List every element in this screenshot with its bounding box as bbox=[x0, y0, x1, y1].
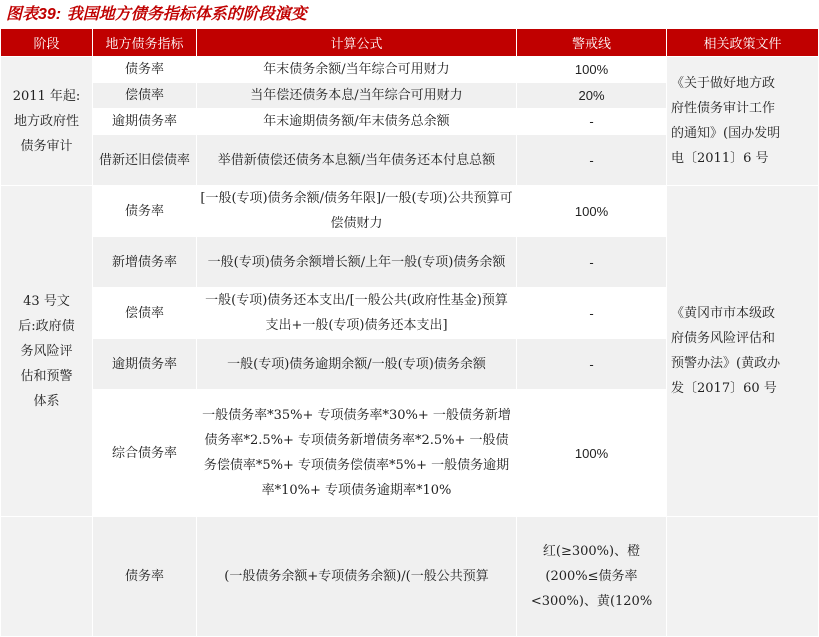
indicator-cell: 新增债务率 bbox=[93, 237, 197, 288]
formula-cell: 一般债务率*35%+ 专项债务率*30%+ 一般债务新增债务率*2.5%+ 专项债务新增债务率*2.5%+ 一般债务偿债率*5%+ 专项债务偿债率*5%+ 一般债务逾期率*10%+ 专项债务逾期率*10% bbox=[197, 390, 517, 517]
formula-cell: 一般(专项)债务逾期余额/一般(专项)债务余额 bbox=[197, 339, 517, 390]
table-header-row bbox=[1, 29, 819, 57]
indicator-cell: 偿债率 bbox=[93, 83, 197, 109]
header-phase: 阶段 bbox=[1, 29, 93, 57]
phase-cell bbox=[1, 517, 93, 637]
formula-cell: 年末债务余额/当年综合可用财力 bbox=[197, 57, 517, 83]
indicator-cell: 综合债务率 bbox=[93, 390, 197, 517]
indicator-cell: 债务率 bbox=[93, 517, 197, 637]
formula-cell: 一般(专项)债务还本支出/[一般公共(政府性基金)预算支出+一般(专项)债务还本支出] bbox=[197, 288, 517, 339]
policy-cell bbox=[667, 517, 819, 637]
indicator-cell: 逾期债务率 bbox=[93, 109, 197, 135]
table-row bbox=[1, 186, 819, 237]
policy-cell bbox=[667, 57, 819, 186]
policy-line: 的通知》(国办发明 bbox=[671, 126, 781, 141]
threshold-cell: - bbox=[517, 109, 667, 135]
policy-cell bbox=[667, 186, 819, 517]
indicator-cell: 借新还旧偿债率 bbox=[93, 135, 197, 186]
figure-label: 图表39: bbox=[6, 6, 62, 23]
threshold-cell: 20% bbox=[517, 83, 667, 109]
header-policy: 相关政策文件 bbox=[667, 29, 819, 57]
policy-line: 府债务风险评估和 bbox=[671, 331, 776, 346]
table-row bbox=[1, 517, 819, 637]
threshold-cell: - bbox=[517, 135, 667, 186]
figure-title bbox=[6, 2, 307, 26]
table-row bbox=[1, 57, 819, 83]
formula-cell: 年末逾期债务额/年末债务总余额 bbox=[197, 109, 517, 135]
formula-cell: [一般(专项)债务余额/债务年限]/一般(专项)公共预算可偿债财力 bbox=[197, 186, 517, 237]
indicator-cell: 逾期债务率 bbox=[93, 339, 197, 390]
threshold-cell: 100% bbox=[517, 186, 667, 237]
threshold-cell: - bbox=[517, 288, 667, 339]
formula-cell: (一般债务余额+专项债务余额)/(一般公共预算 bbox=[197, 517, 517, 637]
threshold-cell: 100% bbox=[517, 390, 667, 517]
policy-line: 电〔2011〕6 号 bbox=[671, 151, 769, 166]
policy-line: 预警办法》(黄政办 bbox=[671, 356, 781, 371]
formula-cell: 当年偿还债务本息/当年综合可用财力 bbox=[197, 83, 517, 109]
formula-cell: 举借新债偿还债务本息额/当年债务还本付息总额 bbox=[197, 135, 517, 186]
indicator-cell: 债务率 bbox=[93, 57, 197, 83]
phase-cell: 43 号文后:政府债务风险评估和预警体系 bbox=[1, 186, 93, 517]
threshold-cell: 100% bbox=[517, 57, 667, 83]
indicator-cell: 债务率 bbox=[93, 186, 197, 237]
header-formula: 计算公式 bbox=[197, 29, 517, 57]
header-threshold: 警戒线 bbox=[517, 29, 667, 57]
policy-line: 《黄冈市市本级政 bbox=[671, 306, 776, 321]
phase-cell: 2011 年起:地方政府性债务审计 bbox=[1, 57, 93, 186]
formula-cell: 一般(专项)债务余额增长额/上年一般(专项)债务余额 bbox=[197, 237, 517, 288]
threshold-cell: 红(≥300%)、橙(200%≤债务率<300%)、黄(120% bbox=[517, 517, 667, 637]
threshold-cell: - bbox=[517, 339, 667, 390]
indicator-cell: 偿债率 bbox=[93, 288, 197, 339]
policy-line: 《关于做好地方政 bbox=[671, 76, 776, 91]
threshold-cell: - bbox=[517, 237, 667, 288]
policy-line: 府性债务审计工作 bbox=[671, 101, 776, 116]
header-indicator: 地方债务指标 bbox=[93, 29, 197, 57]
figure-title-text: 我国地方债务指标体系的阶段演变 bbox=[66, 4, 307, 23]
debt-indicator-table bbox=[0, 28, 819, 637]
policy-line: 发〔2017〕60 号 bbox=[671, 381, 777, 396]
